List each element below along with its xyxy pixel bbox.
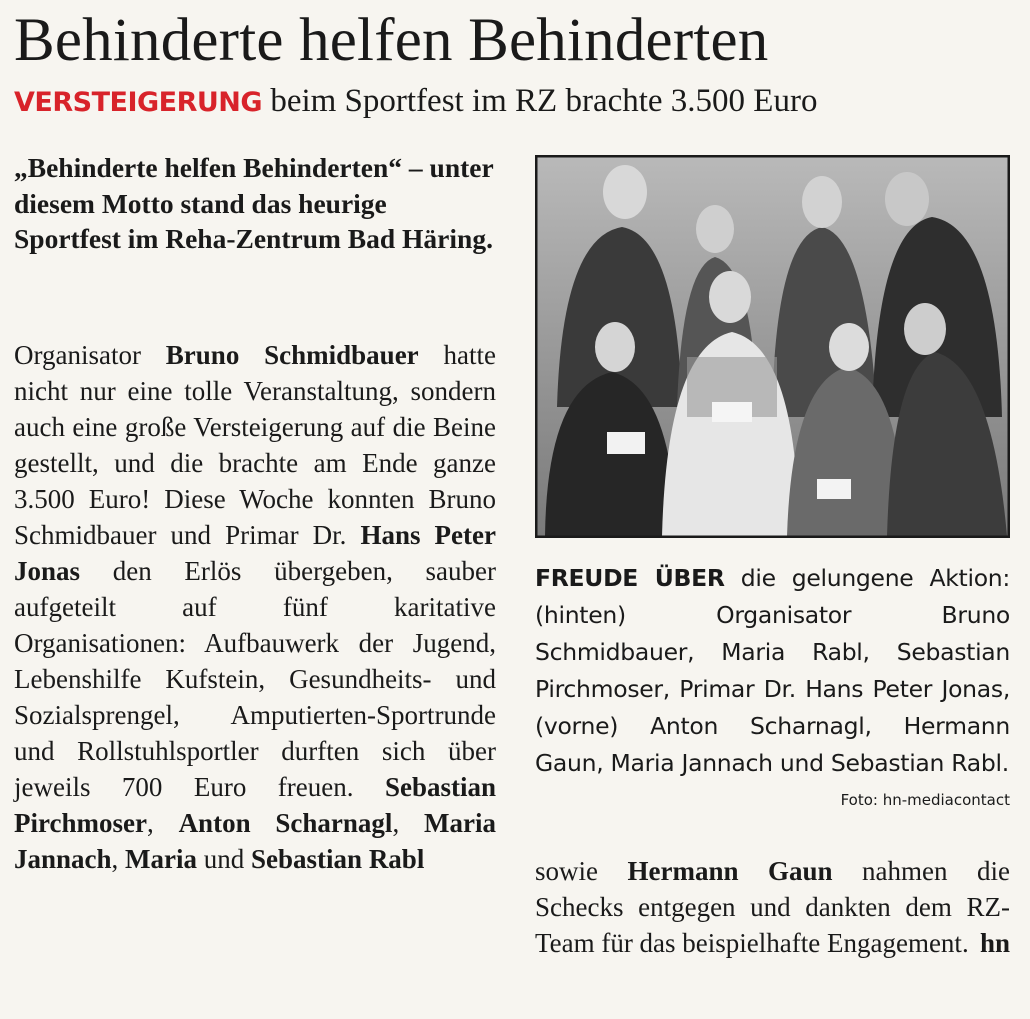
body-text: den Erlös übergeben, sauber aufgeteilt auf fünf karitative Organisationen: Aufbauwerk der Jugend, Lebenshilfe Kufstein, Gesundheits- und Sozialsprengel, Amputierten-Sportrunde und Rollstuhlsportler durften sich über jeweils 700 Euro freuen. — [14, 556, 496, 802]
subheadline-kicker: VERSTEIGERUNG — [14, 87, 263, 118]
body-text: , — [111, 844, 126, 874]
body-text: Organisator — [14, 340, 166, 370]
body-column-right — [535, 853, 1010, 961]
body-paragraph — [14, 337, 496, 877]
name-sebastian-rabl: Sebastian Rabl — [251, 844, 425, 874]
headline: Behinderte helfen Behinderten — [14, 7, 769, 74]
body-text: und — [197, 844, 252, 874]
name-anton-scharnagl: Anton Scharnagl — [178, 808, 393, 838]
photo-caption — [535, 560, 1010, 819]
group-photo-image — [537, 157, 1008, 536]
body-text: nahmen die Schecks entgegen und dankten dem RZ-Team für das beispielhafte Engagement. — [535, 856, 1010, 958]
name-hans-peter-jonas: Hans Peter Jonas — [14, 520, 496, 586]
body-text: , — [392, 808, 425, 838]
lead-paragraph: „Behinderte helfen Behinderten“ – unter diesem Motto stand das heurige Sportfest im Reha-Zentrum Bad Häring. — [14, 152, 494, 254]
author-signature: hn — [979, 928, 1010, 958]
name-maria-jannach: Maria Jannach — [14, 808, 497, 874]
name-sebastian-pirchmoser: Sebastian Pirchmoser — [14, 772, 496, 838]
caption-kicker: FREUDE ÜBER — [535, 564, 725, 592]
body-column-left — [14, 337, 496, 877]
subheadline — [14, 80, 1014, 124]
name-hermann-gaun: Hermann Gaun — [627, 856, 833, 886]
caption-text: die gelungene Aktion: (hinten) Organisator Bruno Schmidbauer, Maria Rabl, Sebastian Pirchmoser, Primar Dr. Hans Peter Jonas, (vorne) Anton Scharnagl, Hermann Gaun, Maria Jannach und Sebastian Rabl. — [535, 564, 1010, 777]
group-photo — [535, 155, 1010, 538]
photo-credit: Foto: hn-mediacontact — [840, 791, 1010, 809]
name-maria: Maria — [125, 844, 198, 874]
name-bruno-schmidbauer: Bruno Schmidbauer — [165, 340, 419, 370]
body-text: , — [146, 808, 179, 838]
subheadline-text: beim Sportfest im RZ brachte 3.500 Euro — [262, 83, 818, 119]
body-paragraph — [535, 853, 1010, 961]
body-text: hatte nicht nur eine tolle Veranstaltung, sondern auch eine große Versteigerung auf die Beine gestellt, und die brachte am Ende ganze 3.500 Euro! Diese Woche konnten Bruno Schmidbauer und Primar Dr. — [14, 340, 496, 550]
body-text: sowie — [535, 856, 628, 886]
